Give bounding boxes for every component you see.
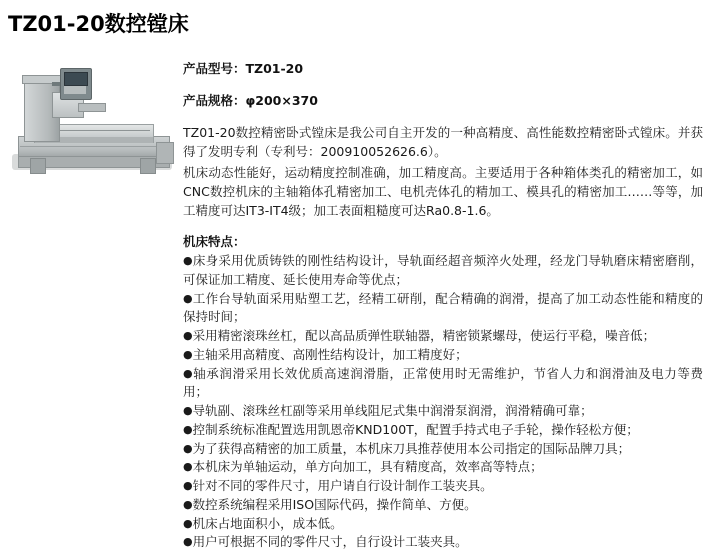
list-item-label: 导轨副、滚珠丝杠副等采用单线阻尼式集中润滑泵润滑，润滑精确可靠； xyxy=(192,403,593,418)
list-item xyxy=(183,327,703,346)
machine-guide-line-lower xyxy=(20,146,166,147)
product-size: 产品规格：φ200×370 xyxy=(183,92,318,108)
list-item xyxy=(183,290,703,328)
list-item-label: 控制系统标准配置选用凯恩帝KND100T，配置手持式电子手轮，操作轻松方便； xyxy=(192,421,639,437)
list-item-label: 数控系统编程采用ISO国际代码，操作简单、方便。 xyxy=(192,496,477,512)
bullet-icon: ● xyxy=(183,291,193,305)
list-item xyxy=(183,533,703,552)
control-panel-screen xyxy=(64,72,88,86)
bullet-icon: ● xyxy=(183,479,193,492)
list-item xyxy=(183,421,703,440)
product-model: 产品型号：TZ01-20 xyxy=(183,61,304,76)
bullet-icon: ● xyxy=(183,347,193,361)
list-item xyxy=(183,515,703,534)
features-heading: 机床特点： xyxy=(183,234,246,249)
bullet-icon: ● xyxy=(183,460,193,474)
bullet-icon: ● xyxy=(183,422,193,436)
machine-leg-right xyxy=(140,158,156,174)
list-item-label: 针对不同的零件尺寸，用户请自行设计制作工装夹具。 xyxy=(192,478,493,493)
product-image xyxy=(8,62,178,182)
list-item xyxy=(183,440,703,459)
list-item-label: 工作台导轨面采用贴塑工艺，经精工研削，配合精确的润滑，提高了加工动态性能和精度的保持时间； xyxy=(183,290,703,325)
list-item-label: 机床占地面积小，成本低。 xyxy=(192,515,343,531)
bullet-icon: ● xyxy=(183,516,193,530)
machine-spindle xyxy=(78,103,106,112)
bullet-icon: ● xyxy=(183,497,193,511)
list-item xyxy=(183,477,703,496)
list-item-label: 为了获得高精密的加工质量，本机床刀具推荐使用本公司指定的国际品牌刀具； xyxy=(192,440,631,456)
product-content xyxy=(183,60,703,552)
bullet-icon: ● xyxy=(183,404,193,417)
description-paragraph-1: TZ01-20数控精密卧式镗床是我公司自主开发的一种高精度、高性能数控精密卧式镗床。并获得了发明专利（专利号：200910052626.6）。 xyxy=(183,125,703,159)
list-item xyxy=(183,346,703,365)
page-title: TZ01-20数控镗床 xyxy=(8,12,189,36)
list-item xyxy=(183,402,703,421)
list-item xyxy=(183,458,703,477)
list-item-label: 采用精密滚珠丝杠，配以高品质弹性联轴器，精密锁紧螺母，使运行平稳，噪音低； xyxy=(192,328,656,343)
bullet-icon: ● xyxy=(183,535,193,549)
bullet-icon: ● xyxy=(183,441,193,455)
list-item-label: 床身采用优质铸铁的刚性结构设计，导轨面经超音频淬火处理，经龙门导轨磨床精密磨削，可保证加工精度、延长使用寿命等优点； xyxy=(183,253,703,287)
features-list xyxy=(183,252,703,552)
list-item-label: 用户可根据不同的零件尺寸，自行设计工装夹具。 xyxy=(192,534,468,550)
list-item-label: 主轴采用高精度、高刚性结构设计，加工精度好； xyxy=(192,346,468,362)
machine-leg-left xyxy=(30,158,46,174)
description-paragraph-2: 机床动态性能好，运动精度控制准确，加工精度高。主要适用于各种箱体类孔的精密加工，如CNC数控机床的主轴箱体孔精密加工、电机壳体孔的精加工、模具孔的精密加工……等等，加工精度可达IT3-IT4级；加工表面粗糙度可达Ra0.8-1.6。 xyxy=(183,165,703,218)
list-item xyxy=(183,496,703,515)
control-panel-keypad xyxy=(64,86,86,94)
machine-chip-box xyxy=(156,142,174,164)
bullet-icon: ● xyxy=(183,254,193,267)
list-item xyxy=(183,365,703,403)
bullet-icon: ● xyxy=(183,366,194,380)
list-item-label: 轴承润滑采用长效优质高速润滑脂，正常使用时无需维护，节省人力和润滑油及电力等费用； xyxy=(183,365,703,400)
list-item-label: 本机床为单轴运动，单方向加工，具有精度高，效率高等特点； xyxy=(192,459,543,475)
bullet-icon: ● xyxy=(183,329,193,342)
list-item xyxy=(183,252,703,290)
